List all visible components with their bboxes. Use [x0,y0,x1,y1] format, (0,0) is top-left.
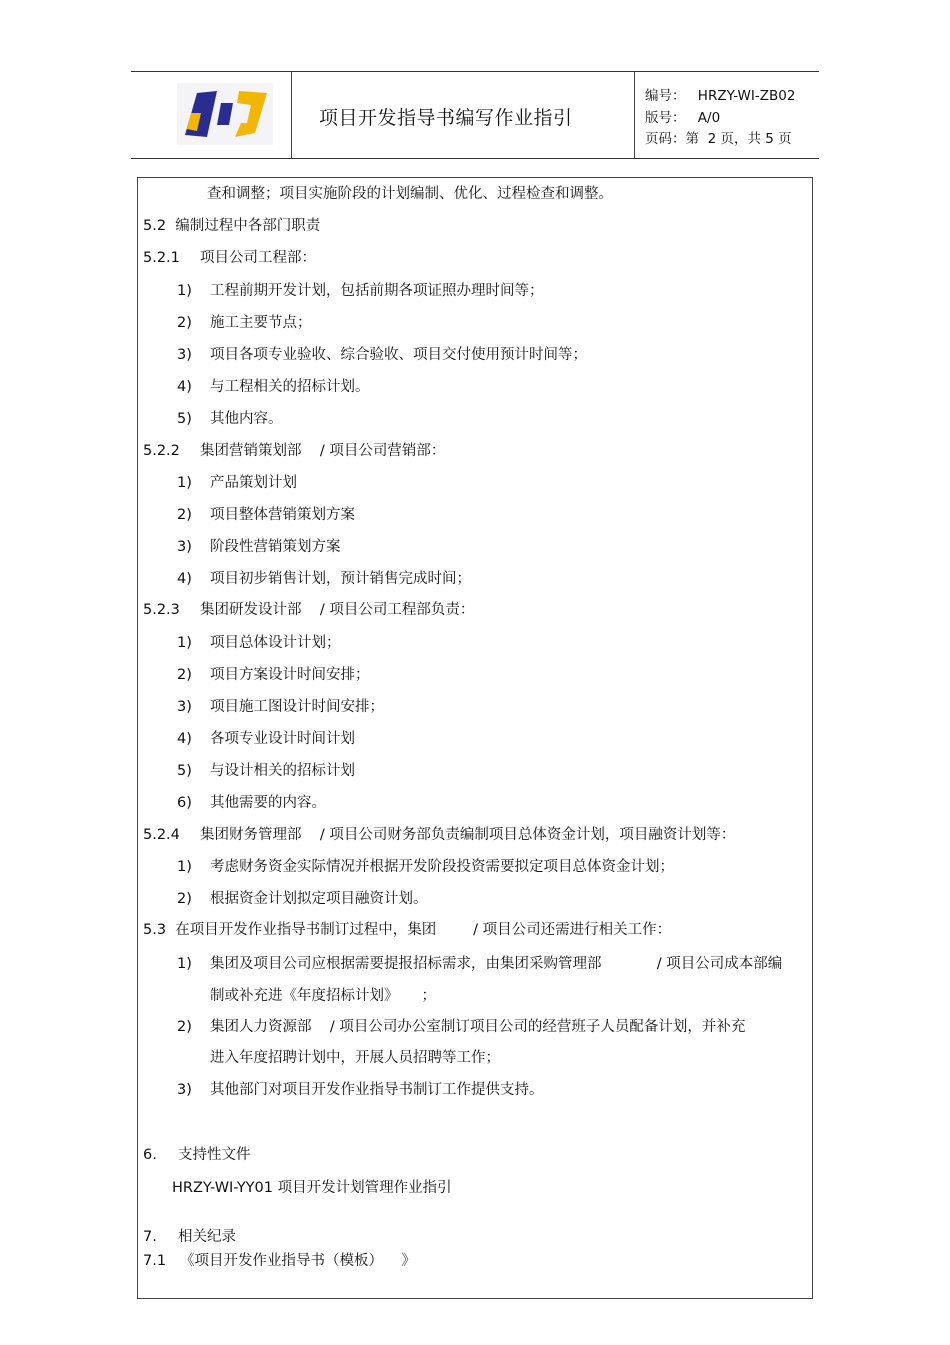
list-number: 3) [177,539,192,555]
list-number: 2) [177,891,192,907]
list-number: 6) [177,795,192,811]
document-header [131,71,819,159]
list-number: 1) [177,635,192,651]
doc-page [645,127,792,147]
list-number: 1) [177,283,192,299]
list-item: 施工主要节点； [210,315,312,331]
list-item: 与设计相关的招标计划 [210,763,355,779]
list-number: 2) [177,1019,192,1035]
header-divider [291,72,292,158]
page-label: 页码： [645,131,686,147]
list-number: 3) [177,699,192,715]
list-item: 项目各项专业验收、综合验收、项目交付使用预计时间等； [210,347,587,363]
doc-code [645,84,795,104]
section-heading: 5.2 编制过程中各部门职责 [143,218,321,234]
list-item: 各项专业设计时间计划 [210,731,355,747]
list-number: 5) [177,763,192,779]
list-item: 项目方案设计时间安排； [210,667,370,683]
list-item: 与工程相关的招标计划。 [210,379,370,395]
list-item: 项目整体营销策划方案 [210,507,355,523]
list-item: 其他需要的内容。 [210,795,326,811]
subsection-number: 7.1 [143,1253,167,1269]
reference-document: HRZY-WI-YY01 项目开发计划管理作业指引 [172,1180,452,1196]
list-number: 1) [177,956,192,972]
list-number: 5) [177,411,192,427]
list-item: 项目施工图设计时间安排； [210,699,384,715]
list-number: 2) [177,667,192,683]
header-divider [634,72,635,158]
list-number: 1) [177,859,192,875]
subsection-heading: 项目公司工程部： [200,250,316,266]
list-item-continued: 制或补充进《年度招标计划》 ； [210,988,437,1004]
list-number: 3) [177,1082,192,1098]
code-label: 编号： [645,88,686,104]
list-number: 1) [177,475,192,491]
subsection-number: 5.2.2 [143,443,180,459]
list-item: 考虑财务资金实际情况并根据开发阶段投资需要拟定项目总体资金计划； [210,859,674,875]
subsection-number: 5.2.3 [143,602,180,618]
section-heading: 相关纪录 [178,1229,236,1245]
page-value: 第 2 页，共 5 页 [685,131,792,147]
section-heading: 5.3 在项目开发作业指导书制订过程中，集团 / 项目公司还需进行相关工作： [143,922,672,938]
subsection-number: 5.2.4 [143,827,180,843]
list-item: 集团及项目公司应根据需要提报招标需求，由集团采购管理部 / 项目公司成本部编 [210,956,783,972]
list-number: 3) [177,347,192,363]
list-item: 集团人力资源部 / 项目公司办公室制订项目公司的经营班子人员配备计划，并补充 [210,1019,746,1035]
subsection-heading: 集团研发设计部 / 项目公司工程部负责： [200,602,475,618]
doc-version [645,106,720,126]
continued-text: 查和调整；项目实施阶段的计划编制、优化、过程检查和调整。 [207,186,613,202]
list-item: 产品策划计划 [210,475,297,491]
list-item: 项目初步销售计划，预计销售完成时间； [210,571,471,587]
list-number: 2) [177,315,192,331]
company-logo [177,83,273,145]
list-item: 其他部门对项目开发作业指导书制订工作提供支持。 [210,1082,544,1098]
list-number: 4) [177,731,192,747]
code-value: HRZY-WI-ZB02 [697,88,796,104]
version-value: A/0 [697,110,721,126]
list-item: 工程前期开发计划，包括前期各项证照办理时间等； [210,283,544,299]
section-number: 7. [143,1229,157,1245]
list-number: 2) [177,507,192,523]
list-item: 其他内容。 [210,411,283,427]
list-number: 4) [177,379,192,395]
subsection-heading: 集团财务管理部 / 项目公司财务部负责编制项目总体资金计划，项目融资计划等： [200,827,736,843]
document-title: 项目开发指导书编写作业指引 [319,107,573,129]
section-heading: 支持性文件 [178,1147,251,1163]
list-item-continued: 进入年度招聘计划中，开展人员招聘等工作； [210,1050,500,1066]
list-item: 根据资金计划拟定项目融资计划。 [210,891,428,907]
list-number: 4) [177,571,192,587]
list-item: 阶段性营销策划方案 [210,539,341,555]
subsection-heading: 集团营销策划部 / 项目公司营销部： [200,443,446,459]
section-number: 6. [143,1147,157,1163]
record-item: 《项目开发作业指导书（模板） 》 [180,1253,416,1269]
subsection-number: 5.2.1 [143,250,180,266]
version-label: 版号： [645,110,686,126]
list-item: 项目总体设计计划； [210,635,341,651]
